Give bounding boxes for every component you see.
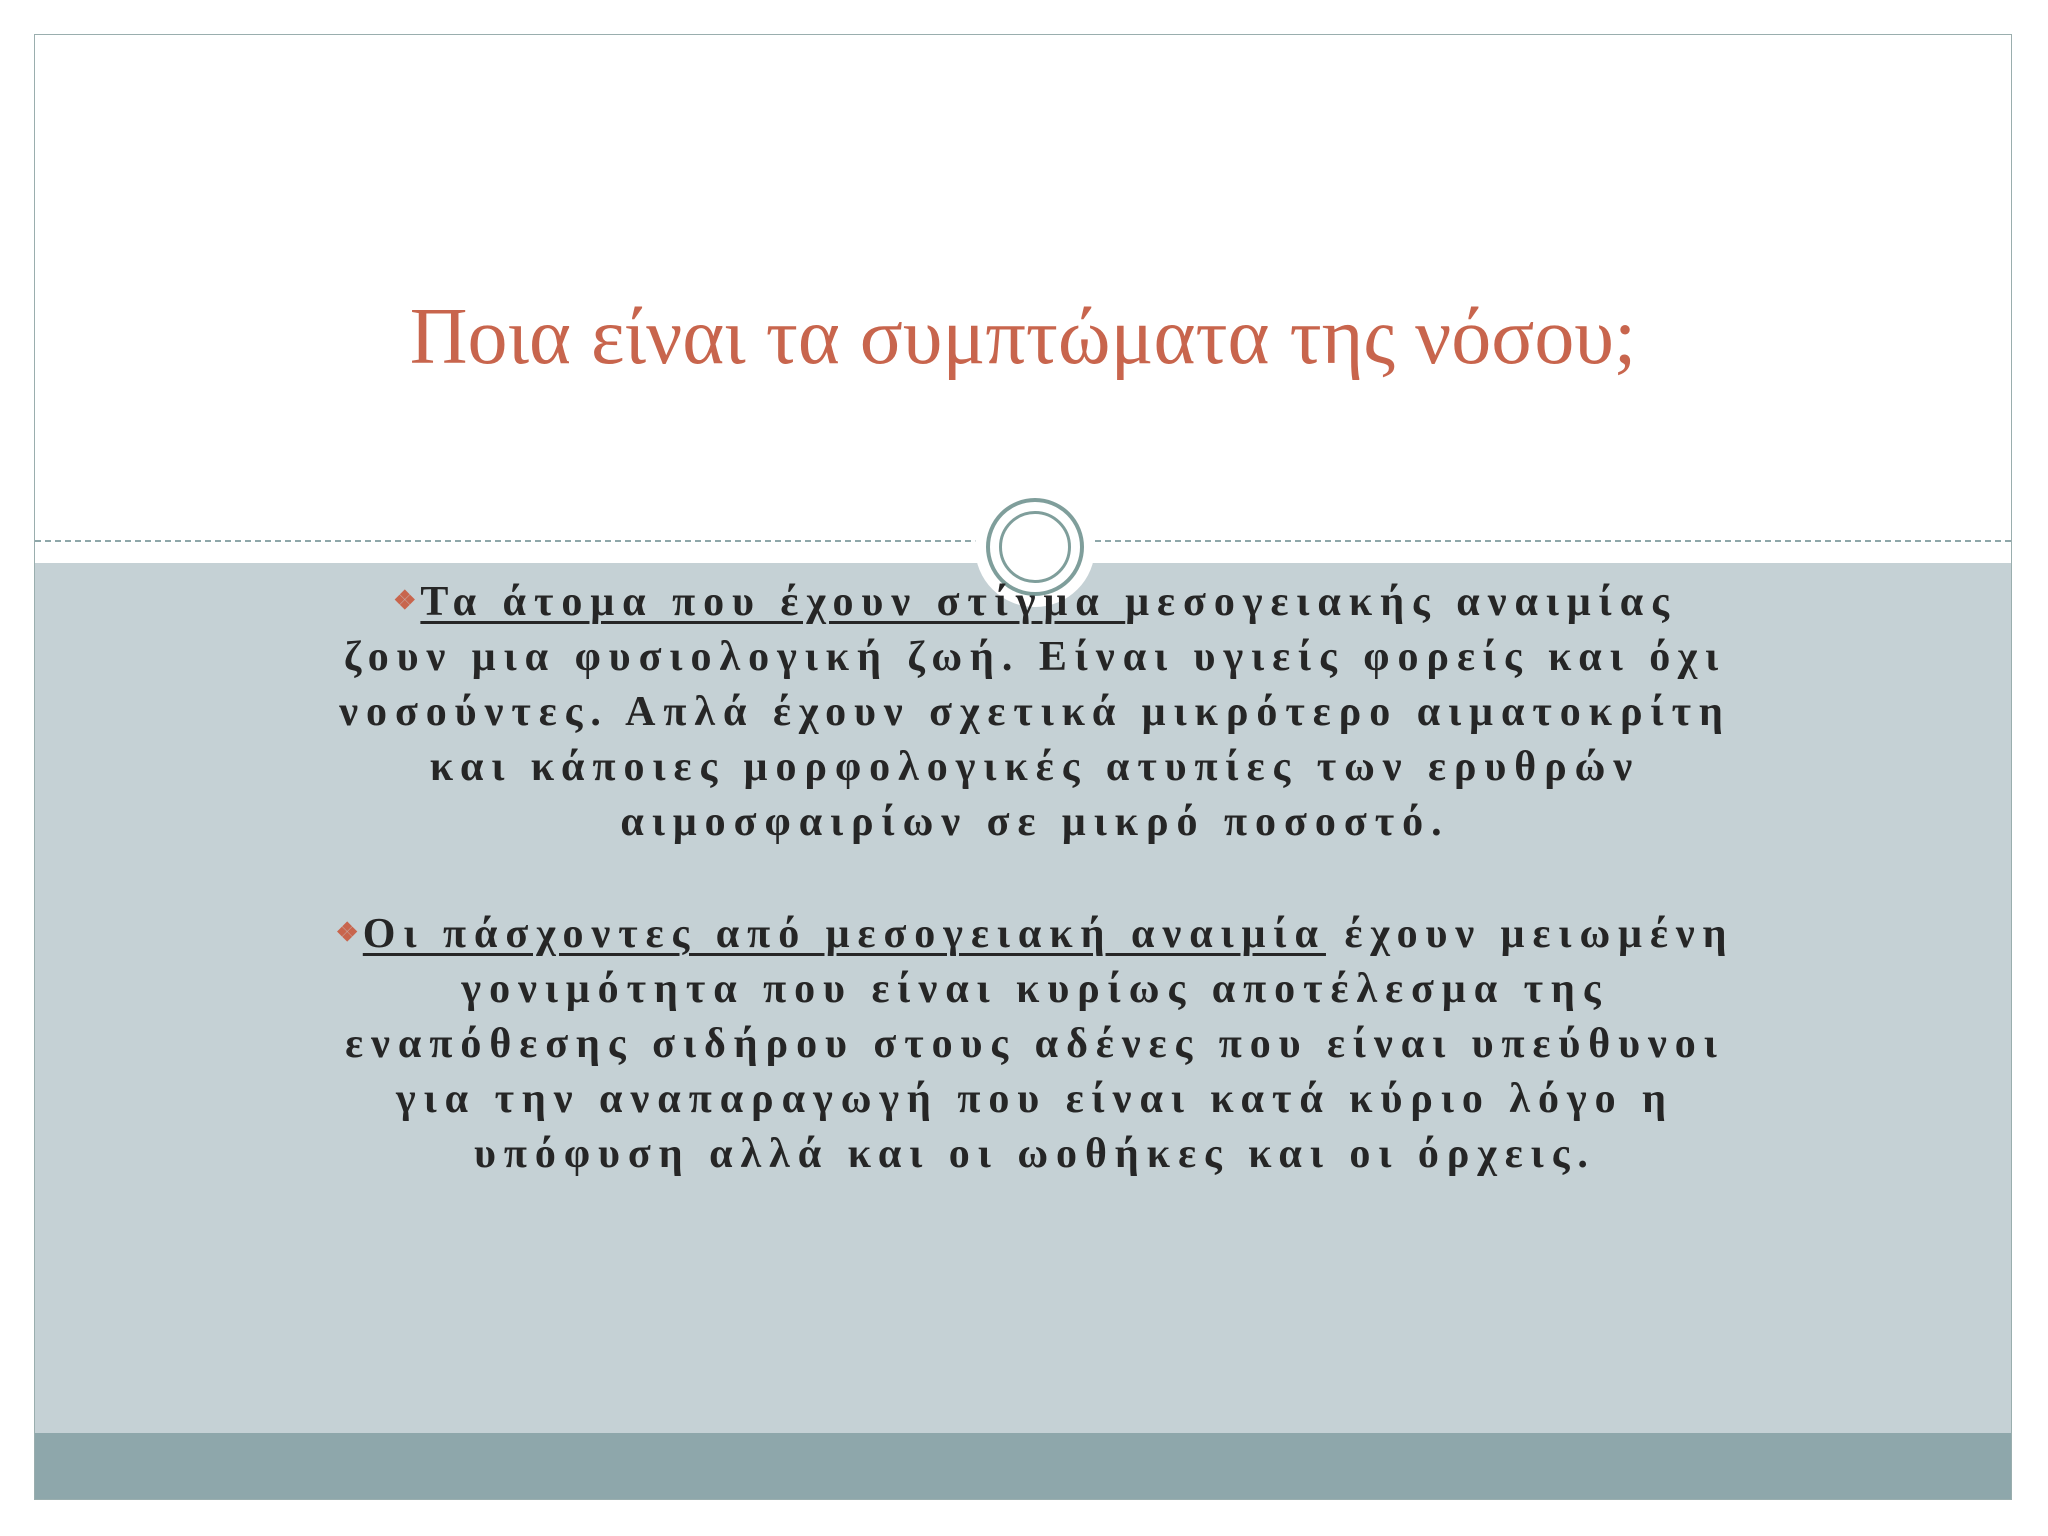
bullet-item-patients xyxy=(335,905,1735,1182)
slide xyxy=(34,34,2012,1500)
footer-bar xyxy=(35,1433,2011,1500)
bullet-item-carriers xyxy=(335,573,1735,850)
bullet-highlight: Τα άτομα που έχουν στίγμα xyxy=(420,579,1126,625)
bullet-text: μεσογειακής αναιμίας ζουν μια φυσιολογική ζωή. Είναι υγιείς φορείς και όχι νοσούντες. Απλά έχουν σχετικά μικρότερο αιματοκρίτη και κάποιες μορφολογικές ατυπίες των ερυθρών αιμοσφαιρίων σε μικρό ποσοστό. xyxy=(339,579,1731,845)
title-area xyxy=(35,35,2011,563)
diamond-bullet-icon: ❖ xyxy=(335,918,359,947)
bullet-highlight: Οι πάσχοντες από μεσογειακή αναιμία xyxy=(362,911,1326,957)
bullet-text: έχουν μειωμένη γονιμότητα που είναι κυρίως αποτέλεσμα της εναπόθεσης σιδήρου στους αδένες που είναι υπεύθυνοι για την αναπαραγωγή που είναι κατά κύριο λόγο η υπόφυση αλλά και οι ωοθήκες και οι όρχεις. xyxy=(345,911,1735,1177)
slide-title: Ποια είναι τα συμπτώματα της νόσου; xyxy=(409,293,1637,381)
bullet-list xyxy=(335,573,1735,1237)
diamond-bullet-icon: ❖ xyxy=(393,586,417,615)
